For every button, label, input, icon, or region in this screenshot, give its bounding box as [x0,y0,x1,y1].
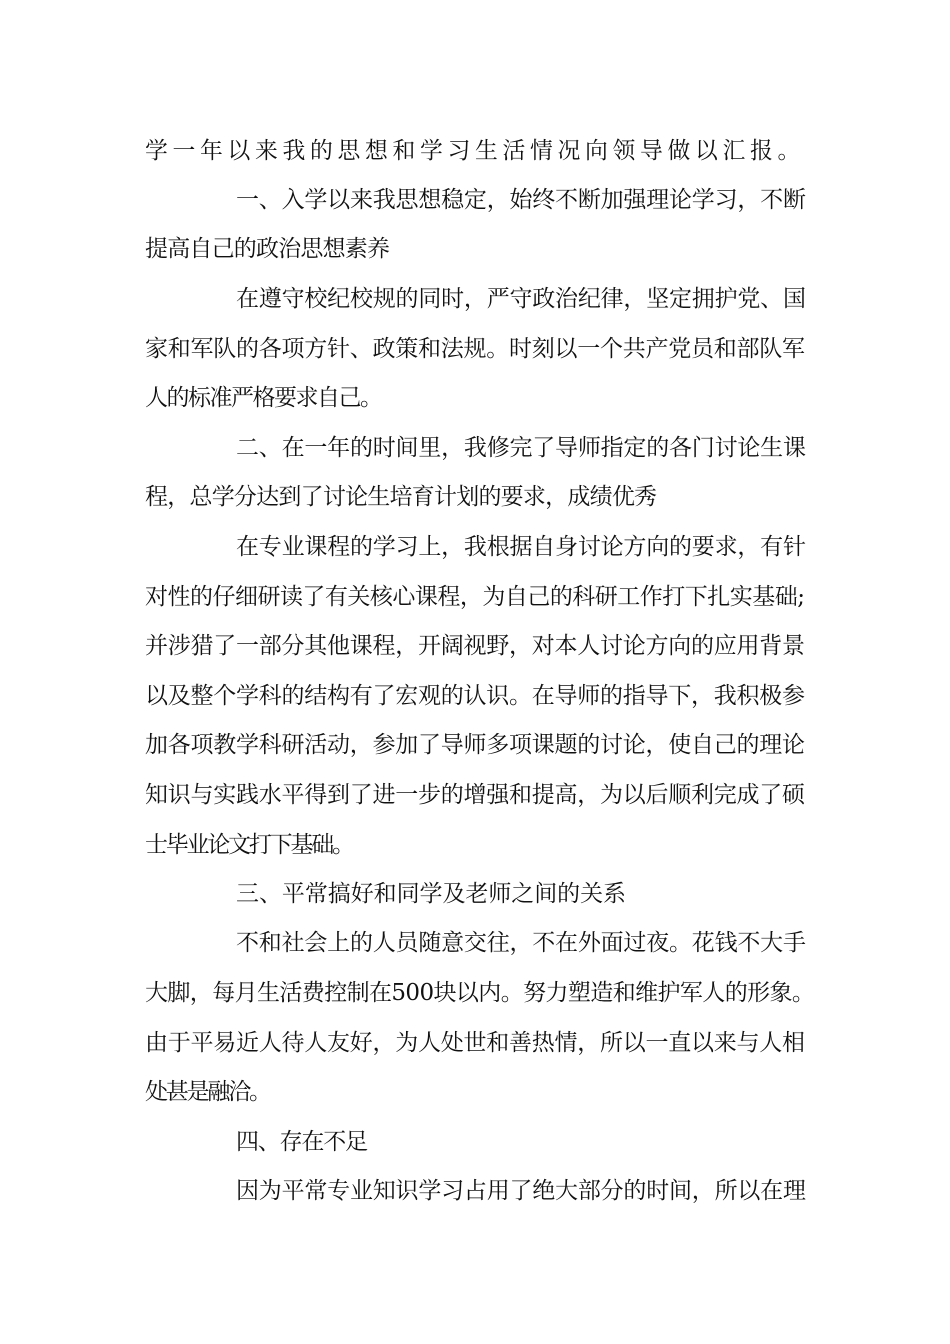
line-text: 家和军队的各项方针、政策和法规。时刻以一个共产党员和部队军 [145,336,805,362]
line-text: 处甚是融洽。 [145,1079,270,1105]
line-text: 三、平常搞好和同学及老师之间的关系 [236,881,626,907]
line-text: 并涉猎了一部分其他课程，开阔视野，对本人讨论方向的应用背景 [145,633,805,659]
line-text: 不和社会上的人员随意交往，不在外面过夜。花钱不大手 [236,930,806,956]
text-line [0,671,950,721]
line-text: 在专业课程的学习上，我根据自身讨论方向的要求，有针 [236,534,806,560]
line-text: 在遵守校纪校规的同时，严守政治纪律，坚定拥护党、国 [236,286,806,312]
text-line [0,1018,950,1068]
section-heading [0,869,950,919]
section-heading [0,423,950,473]
line-text: 加各项教学科研活动，参加了导师多项课题的讨论，使自己的理论 [145,732,805,758]
text-line [0,1067,950,1117]
line-text: 由于平易近人待人友好，为人处世和善热情，所以一直以来与人相 [145,1030,805,1056]
section-heading [0,224,950,274]
line-text: 提高自己的政治思想素养 [145,236,390,262]
section-heading [0,175,950,225]
paragraph-first-line [0,274,950,324]
line-text: 士毕业论文打下基础。 [145,832,353,858]
line-text: 四、存在不足 [236,1129,367,1155]
line-text: 对性的仔细研读了有关核心课程，为自己的科研工作打下扎实基础; [145,584,805,610]
text-line [0,820,950,870]
line-text: 因为平常专业知识学习占用了绝大部分的时间，所以在理 [236,1178,806,1204]
section-heading [0,1117,950,1167]
line-text: 人的标准严格要求自己。 [145,385,382,411]
paragraph-first-line [0,522,950,572]
text-line [0,373,950,423]
line-text: 以及整个学科的结构有了宏观的认识。在导师的指导下，我积极参 [145,683,805,709]
text-line [0,126,950,176]
line-text: 程，总学分达到了讨论生培育计划的要求，成绩优秀 [145,484,657,510]
section-heading [0,472,950,522]
line-text: 大脚，每月生活费控制在500块以内。努力塑造和维护军人的形象。 [145,980,815,1006]
text-line [0,770,950,820]
paragraph-first-line [0,1166,950,1216]
paragraph-first-line [0,918,950,968]
text-line [0,968,950,1018]
text-line [0,324,950,374]
line-text: 二、在一年的时间里，我修完了导师指定的各门讨论生课 [236,435,806,461]
line-text: 一、入学以来我思想稳定，始终不断加强理论学习，不断 [236,187,806,213]
text-line [0,720,950,770]
line-text: 学一年以来我的思想和学习生活情况向领导做以汇报。 [145,138,806,164]
text-line [0,572,950,622]
line-text: 知识与实践水平得到了进一步的增强和提高，为以后顺利完成了硕 [145,782,805,808]
text-line [0,621,950,671]
